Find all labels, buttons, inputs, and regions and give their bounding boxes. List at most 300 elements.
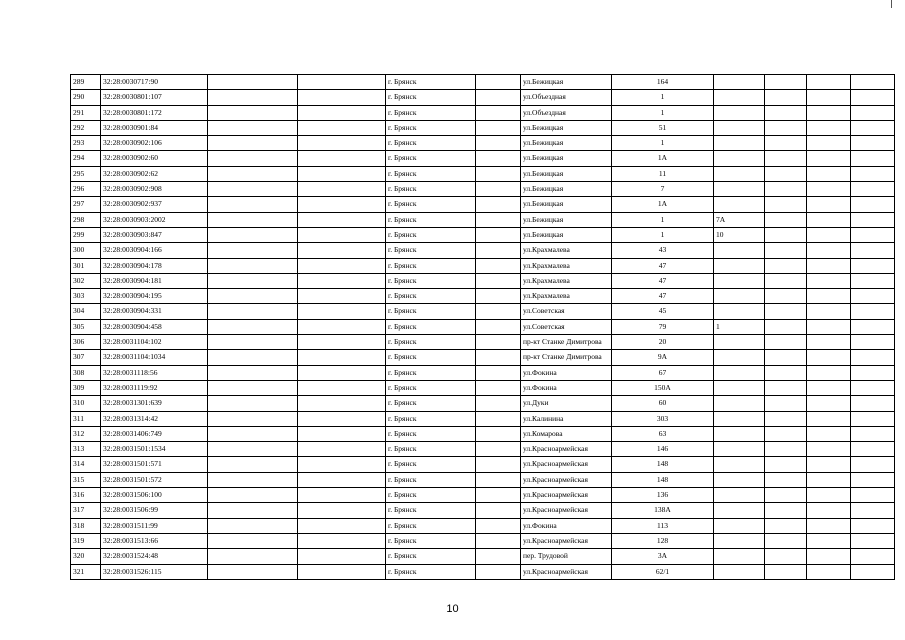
house-number-cell: 1	[612, 212, 714, 227]
cadastral-number-cell: 32:28:0031501:1534	[101, 442, 208, 457]
city-cell: г. Брянск	[386, 549, 476, 564]
row-number-cell: 318	[71, 518, 101, 533]
empty-cell	[765, 426, 807, 441]
empty-cell	[851, 166, 895, 181]
empty-cell	[298, 411, 386, 426]
row-number-cell: 301	[71, 258, 101, 273]
building-extra-cell	[714, 472, 765, 487]
empty-cell	[765, 549, 807, 564]
building-extra-cell	[714, 273, 765, 288]
cadastral-number-cell: 32:28:0031511:99	[101, 518, 208, 533]
empty-cell	[298, 518, 386, 533]
empty-cell	[851, 182, 895, 197]
house-number-cell: 47	[612, 258, 714, 273]
empty-cell	[476, 457, 521, 472]
building-extra-cell	[714, 90, 765, 105]
row-number-cell: 296	[71, 182, 101, 197]
row-number-cell: 294	[71, 151, 101, 166]
cadastral-number-cell: 32:28:0030904:195	[101, 289, 208, 304]
building-extra-cell	[714, 136, 765, 151]
street-cell: ул.Бежицкая	[521, 227, 612, 242]
city-cell: г. Брянск	[386, 411, 476, 426]
table-row	[71, 518, 895, 533]
building-extra-cell	[714, 457, 765, 472]
cadastral-number-cell: 32:28:0030903:847	[101, 227, 208, 242]
building-extra-cell	[714, 258, 765, 273]
empty-cell	[851, 304, 895, 319]
empty-cell	[208, 304, 298, 319]
house-number-cell: 1А	[612, 151, 714, 166]
empty-cell	[765, 258, 807, 273]
street-cell: ул.Красноармейская	[521, 472, 612, 487]
empty-cell	[765, 518, 807, 533]
house-number-cell: 62/1	[612, 564, 714, 579]
cadastral-number-cell: 32:28:0031406:749	[101, 426, 208, 441]
building-extra-cell	[714, 549, 765, 564]
empty-cell	[298, 90, 386, 105]
row-number-cell: 300	[71, 243, 101, 258]
city-cell: г. Брянск	[386, 166, 476, 181]
empty-cell	[765, 212, 807, 227]
empty-cell	[476, 518, 521, 533]
cadastral-number-cell: 32:28:0030801:107	[101, 90, 208, 105]
building-extra-cell	[714, 75, 765, 90]
empty-cell	[851, 396, 895, 411]
city-cell: г. Брянск	[386, 335, 476, 350]
cadastral-number-cell: 32:28:0031513:66	[101, 533, 208, 548]
row-number-cell: 311	[71, 411, 101, 426]
table-row	[71, 335, 895, 350]
empty-cell	[298, 335, 386, 350]
row-number-cell: 304	[71, 304, 101, 319]
table-row	[71, 457, 895, 472]
cadastral-number-cell: 32:28:0030902:62	[101, 166, 208, 181]
cadastral-number-cell: 32:28:0031524:48	[101, 549, 208, 564]
cadastral-number-cell: 32:28:0030902:937	[101, 197, 208, 212]
empty-cell	[298, 457, 386, 472]
house-number-cell: 148	[612, 472, 714, 487]
empty-cell	[476, 258, 521, 273]
building-extra-cell	[714, 105, 765, 120]
street-cell: ул.Фокина	[521, 518, 612, 533]
empty-cell	[851, 549, 895, 564]
empty-cell	[765, 488, 807, 503]
house-number-cell: 1	[612, 90, 714, 105]
empty-cell	[208, 75, 298, 90]
city-cell: г. Брянск	[386, 442, 476, 457]
table-row	[71, 75, 895, 90]
table-row	[71, 105, 895, 120]
empty-cell	[208, 105, 298, 120]
empty-cell	[765, 243, 807, 258]
city-cell: г. Брянск	[386, 289, 476, 304]
house-number-cell: 1А	[612, 197, 714, 212]
empty-cell	[765, 105, 807, 120]
house-number-cell: 9А	[612, 350, 714, 365]
empty-cell	[298, 365, 386, 380]
cadastral-number-cell: 32:28:0030904:331	[101, 304, 208, 319]
table-row	[71, 411, 895, 426]
table-row	[71, 564, 895, 579]
empty-cell	[807, 120, 851, 135]
cadastral-number-cell: 32:28:0031104:1034	[101, 350, 208, 365]
empty-cell	[851, 120, 895, 135]
city-cell: г. Брянск	[386, 518, 476, 533]
cadastral-number-cell: 32:28:0030904:181	[101, 273, 208, 288]
house-number-cell: 303	[612, 411, 714, 426]
empty-cell	[851, 75, 895, 90]
city-cell: г. Брянск	[386, 273, 476, 288]
table-row	[71, 243, 895, 258]
empty-cell	[807, 380, 851, 395]
empty-cell	[807, 396, 851, 411]
table-row	[71, 197, 895, 212]
city-cell: г. Брянск	[386, 75, 476, 90]
street-cell: ул.Калинина	[521, 411, 612, 426]
table-row	[71, 151, 895, 166]
city-cell: г. Брянск	[386, 564, 476, 579]
building-extra-cell	[714, 166, 765, 181]
empty-cell	[476, 503, 521, 518]
city-cell: г. Брянск	[386, 319, 476, 334]
city-cell: г. Брянск	[386, 472, 476, 487]
empty-cell	[765, 90, 807, 105]
city-cell: г. Брянск	[386, 533, 476, 548]
empty-cell	[851, 350, 895, 365]
row-number-cell: 308	[71, 365, 101, 380]
city-cell: г. Брянск	[386, 212, 476, 227]
empty-cell	[476, 350, 521, 365]
row-number-cell: 317	[71, 503, 101, 518]
empty-cell	[851, 319, 895, 334]
city-cell: г. Брянск	[386, 120, 476, 135]
empty-cell	[851, 335, 895, 350]
street-cell: ул.Бежицкая	[521, 120, 612, 135]
empty-cell	[476, 75, 521, 90]
empty-cell	[298, 182, 386, 197]
empty-cell	[208, 411, 298, 426]
cadastral-number-cell: 32:28:0030902:908	[101, 182, 208, 197]
building-extra-cell	[714, 442, 765, 457]
empty-cell	[765, 289, 807, 304]
empty-cell	[476, 120, 521, 135]
empty-cell	[208, 549, 298, 564]
empty-cell	[807, 75, 851, 90]
empty-cell	[851, 472, 895, 487]
empty-cell	[476, 335, 521, 350]
street-cell: ул.Бежицкая	[521, 182, 612, 197]
empty-cell	[851, 197, 895, 212]
city-cell: г. Брянск	[386, 90, 476, 105]
empty-cell	[765, 335, 807, 350]
row-number-cell: 299	[71, 227, 101, 242]
empty-cell	[765, 304, 807, 319]
registry-rows	[71, 75, 895, 580]
cadastral-number-cell: 32:28:0030902:60	[101, 151, 208, 166]
empty-cell	[765, 166, 807, 181]
street-cell: ул.Крахмалева	[521, 289, 612, 304]
empty-cell	[476, 365, 521, 380]
empty-cell	[765, 411, 807, 426]
street-cell: ул.Бежицкая	[521, 75, 612, 90]
empty-cell	[208, 518, 298, 533]
empty-cell	[298, 243, 386, 258]
empty-cell	[851, 518, 895, 533]
empty-cell	[476, 136, 521, 151]
empty-cell	[476, 472, 521, 487]
street-cell: ул.Крахмалева	[521, 273, 612, 288]
building-extra-cell	[714, 518, 765, 533]
house-number-cell: 3А	[612, 549, 714, 564]
row-number-cell: 293	[71, 136, 101, 151]
row-number-cell: 305	[71, 319, 101, 334]
empty-cell	[807, 564, 851, 579]
table-row	[71, 212, 895, 227]
empty-cell	[298, 289, 386, 304]
table-row	[71, 365, 895, 380]
empty-cell	[476, 197, 521, 212]
empty-cell	[851, 503, 895, 518]
table-row	[71, 289, 895, 304]
city-cell: г. Брянск	[386, 396, 476, 411]
street-cell: ул.Крахмалева	[521, 243, 612, 258]
empty-cell	[851, 90, 895, 105]
building-extra-cell	[714, 564, 765, 579]
empty-cell	[208, 166, 298, 181]
cadastral-number-cell: 32:28:0030717:90	[101, 75, 208, 90]
house-number-cell: 1	[612, 136, 714, 151]
table-row	[71, 503, 895, 518]
empty-cell	[765, 365, 807, 380]
building-extra-cell: 1	[714, 319, 765, 334]
empty-cell	[851, 105, 895, 120]
street-cell: ул.Красноармейская	[521, 503, 612, 518]
empty-cell	[298, 227, 386, 242]
row-number-cell: 319	[71, 533, 101, 548]
page-number: 10	[446, 603, 459, 615]
empty-cell	[851, 426, 895, 441]
building-extra-cell	[714, 380, 765, 395]
house-number-cell: 1	[612, 105, 714, 120]
empty-cell	[765, 442, 807, 457]
empty-cell	[476, 442, 521, 457]
empty-cell	[807, 166, 851, 181]
building-extra-cell	[714, 426, 765, 441]
row-number-cell: 314	[71, 457, 101, 472]
table-row	[71, 273, 895, 288]
empty-cell	[298, 258, 386, 273]
row-number-cell: 289	[71, 75, 101, 90]
row-number-cell: 297	[71, 197, 101, 212]
empty-cell	[298, 350, 386, 365]
building-extra-cell: 10	[714, 227, 765, 242]
empty-cell	[765, 227, 807, 242]
cadastral-number-cell: 32:28:0030903:2002	[101, 212, 208, 227]
empty-cell	[298, 488, 386, 503]
street-cell: ул.Бежицкая	[521, 166, 612, 181]
house-number-cell: 148	[612, 457, 714, 472]
empty-cell	[807, 289, 851, 304]
empty-cell	[298, 197, 386, 212]
empty-cell	[476, 426, 521, 441]
empty-cell	[476, 411, 521, 426]
cadastral-number-cell: 32:28:0030901:84	[101, 120, 208, 135]
empty-cell	[208, 365, 298, 380]
empty-cell	[208, 120, 298, 135]
empty-cell	[851, 442, 895, 457]
house-number-cell: 47	[612, 273, 714, 288]
city-cell: г. Брянск	[386, 488, 476, 503]
row-number-cell: 290	[71, 90, 101, 105]
street-cell: пр-кт Станке Димитрова	[521, 350, 612, 365]
street-cell: ул.Красноармейская	[521, 457, 612, 472]
cadastral-number-cell: 32:28:0031118:56	[101, 365, 208, 380]
row-number-cell: 312	[71, 426, 101, 441]
empty-cell	[298, 120, 386, 135]
empty-cell	[298, 151, 386, 166]
city-cell: г. Брянск	[386, 380, 476, 395]
table-row	[71, 472, 895, 487]
building-extra-cell	[714, 151, 765, 166]
empty-cell	[476, 396, 521, 411]
empty-cell	[208, 182, 298, 197]
empty-cell	[298, 273, 386, 288]
table-row	[71, 258, 895, 273]
cadastral-number-cell: 32:28:0031506:99	[101, 503, 208, 518]
building-extra-cell	[714, 289, 765, 304]
empty-cell	[851, 151, 895, 166]
empty-cell	[807, 518, 851, 533]
empty-cell	[851, 365, 895, 380]
city-cell: г. Брянск	[386, 243, 476, 258]
empty-cell	[807, 319, 851, 334]
city-cell: г. Брянск	[386, 426, 476, 441]
table-row	[71, 396, 895, 411]
empty-cell	[765, 182, 807, 197]
empty-cell	[476, 549, 521, 564]
building-extra-cell: 7А	[714, 212, 765, 227]
empty-cell	[807, 227, 851, 242]
city-cell: г. Брянск	[386, 350, 476, 365]
empty-cell	[765, 472, 807, 487]
empty-cell	[208, 90, 298, 105]
house-number-cell: 11	[612, 166, 714, 181]
house-number-cell: 136	[612, 488, 714, 503]
empty-cell	[765, 457, 807, 472]
empty-cell	[476, 243, 521, 258]
city-cell: г. Брянск	[386, 227, 476, 242]
street-cell: ул.Дуки	[521, 396, 612, 411]
table-row	[71, 549, 895, 564]
empty-cell	[298, 549, 386, 564]
house-number-cell: 63	[612, 426, 714, 441]
street-cell: ул.Красноармейская	[521, 533, 612, 548]
empty-cell	[765, 503, 807, 518]
city-cell: г. Брянск	[386, 503, 476, 518]
empty-cell	[208, 227, 298, 242]
empty-cell	[298, 503, 386, 518]
empty-cell	[807, 457, 851, 472]
street-cell: ул.Красноармейская	[521, 488, 612, 503]
table-row	[71, 533, 895, 548]
house-number-cell: 67	[612, 365, 714, 380]
empty-cell	[208, 136, 298, 151]
cadastral-number-cell: 32:28:0031301:639	[101, 396, 208, 411]
empty-cell	[851, 212, 895, 227]
empty-cell	[298, 319, 386, 334]
street-cell: ул.Объездная	[521, 90, 612, 105]
table-row	[71, 120, 895, 135]
empty-cell	[208, 350, 298, 365]
row-number-cell: 321	[71, 564, 101, 579]
empty-cell	[476, 533, 521, 548]
empty-cell	[476, 488, 521, 503]
row-number-cell: 320	[71, 549, 101, 564]
cadastral-number-cell: 32:28:0031104:102	[101, 335, 208, 350]
empty-cell	[807, 243, 851, 258]
empty-cell	[208, 258, 298, 273]
empty-cell	[476, 227, 521, 242]
cadastral-number-cell: 32:28:0030904:178	[101, 258, 208, 273]
building-extra-cell	[714, 350, 765, 365]
cadastral-number-cell: 32:28:0030904:458	[101, 319, 208, 334]
street-cell: ул.Комарова	[521, 426, 612, 441]
cadastral-number-cell: 32:28:0031501:572	[101, 472, 208, 487]
empty-cell	[807, 258, 851, 273]
city-cell: г. Брянск	[386, 457, 476, 472]
house-number-cell: 164	[612, 75, 714, 90]
empty-cell	[208, 457, 298, 472]
table-row	[71, 136, 895, 151]
empty-cell	[765, 75, 807, 90]
row-number-cell: 292	[71, 120, 101, 135]
empty-cell	[298, 212, 386, 227]
empty-cell	[476, 319, 521, 334]
house-number-cell: 7	[612, 182, 714, 197]
city-cell: г. Брянск	[386, 105, 476, 120]
street-cell: ул.Бежицкая	[521, 136, 612, 151]
building-extra-cell	[714, 396, 765, 411]
empty-cell	[765, 273, 807, 288]
empty-cell	[851, 457, 895, 472]
empty-cell	[807, 90, 851, 105]
cadastral-number-cell: 32:28:0030902:106	[101, 136, 208, 151]
empty-cell	[807, 503, 851, 518]
empty-cell	[851, 564, 895, 579]
empty-cell	[298, 426, 386, 441]
empty-cell	[476, 182, 521, 197]
empty-cell	[298, 396, 386, 411]
city-cell: г. Брянск	[386, 304, 476, 319]
row-number-cell: 316	[71, 488, 101, 503]
empty-cell	[807, 533, 851, 548]
empty-cell	[476, 304, 521, 319]
table-row	[71, 227, 895, 242]
empty-cell	[765, 120, 807, 135]
empty-cell	[208, 472, 298, 487]
empty-cell	[851, 243, 895, 258]
building-extra-cell	[714, 365, 765, 380]
empty-cell	[851, 273, 895, 288]
building-extra-cell	[714, 488, 765, 503]
house-number-cell: 128	[612, 533, 714, 548]
empty-cell	[298, 472, 386, 487]
empty-cell	[807, 212, 851, 227]
empty-cell	[298, 166, 386, 181]
empty-cell	[298, 136, 386, 151]
empty-cell	[298, 304, 386, 319]
street-cell: ул.Советская	[521, 304, 612, 319]
